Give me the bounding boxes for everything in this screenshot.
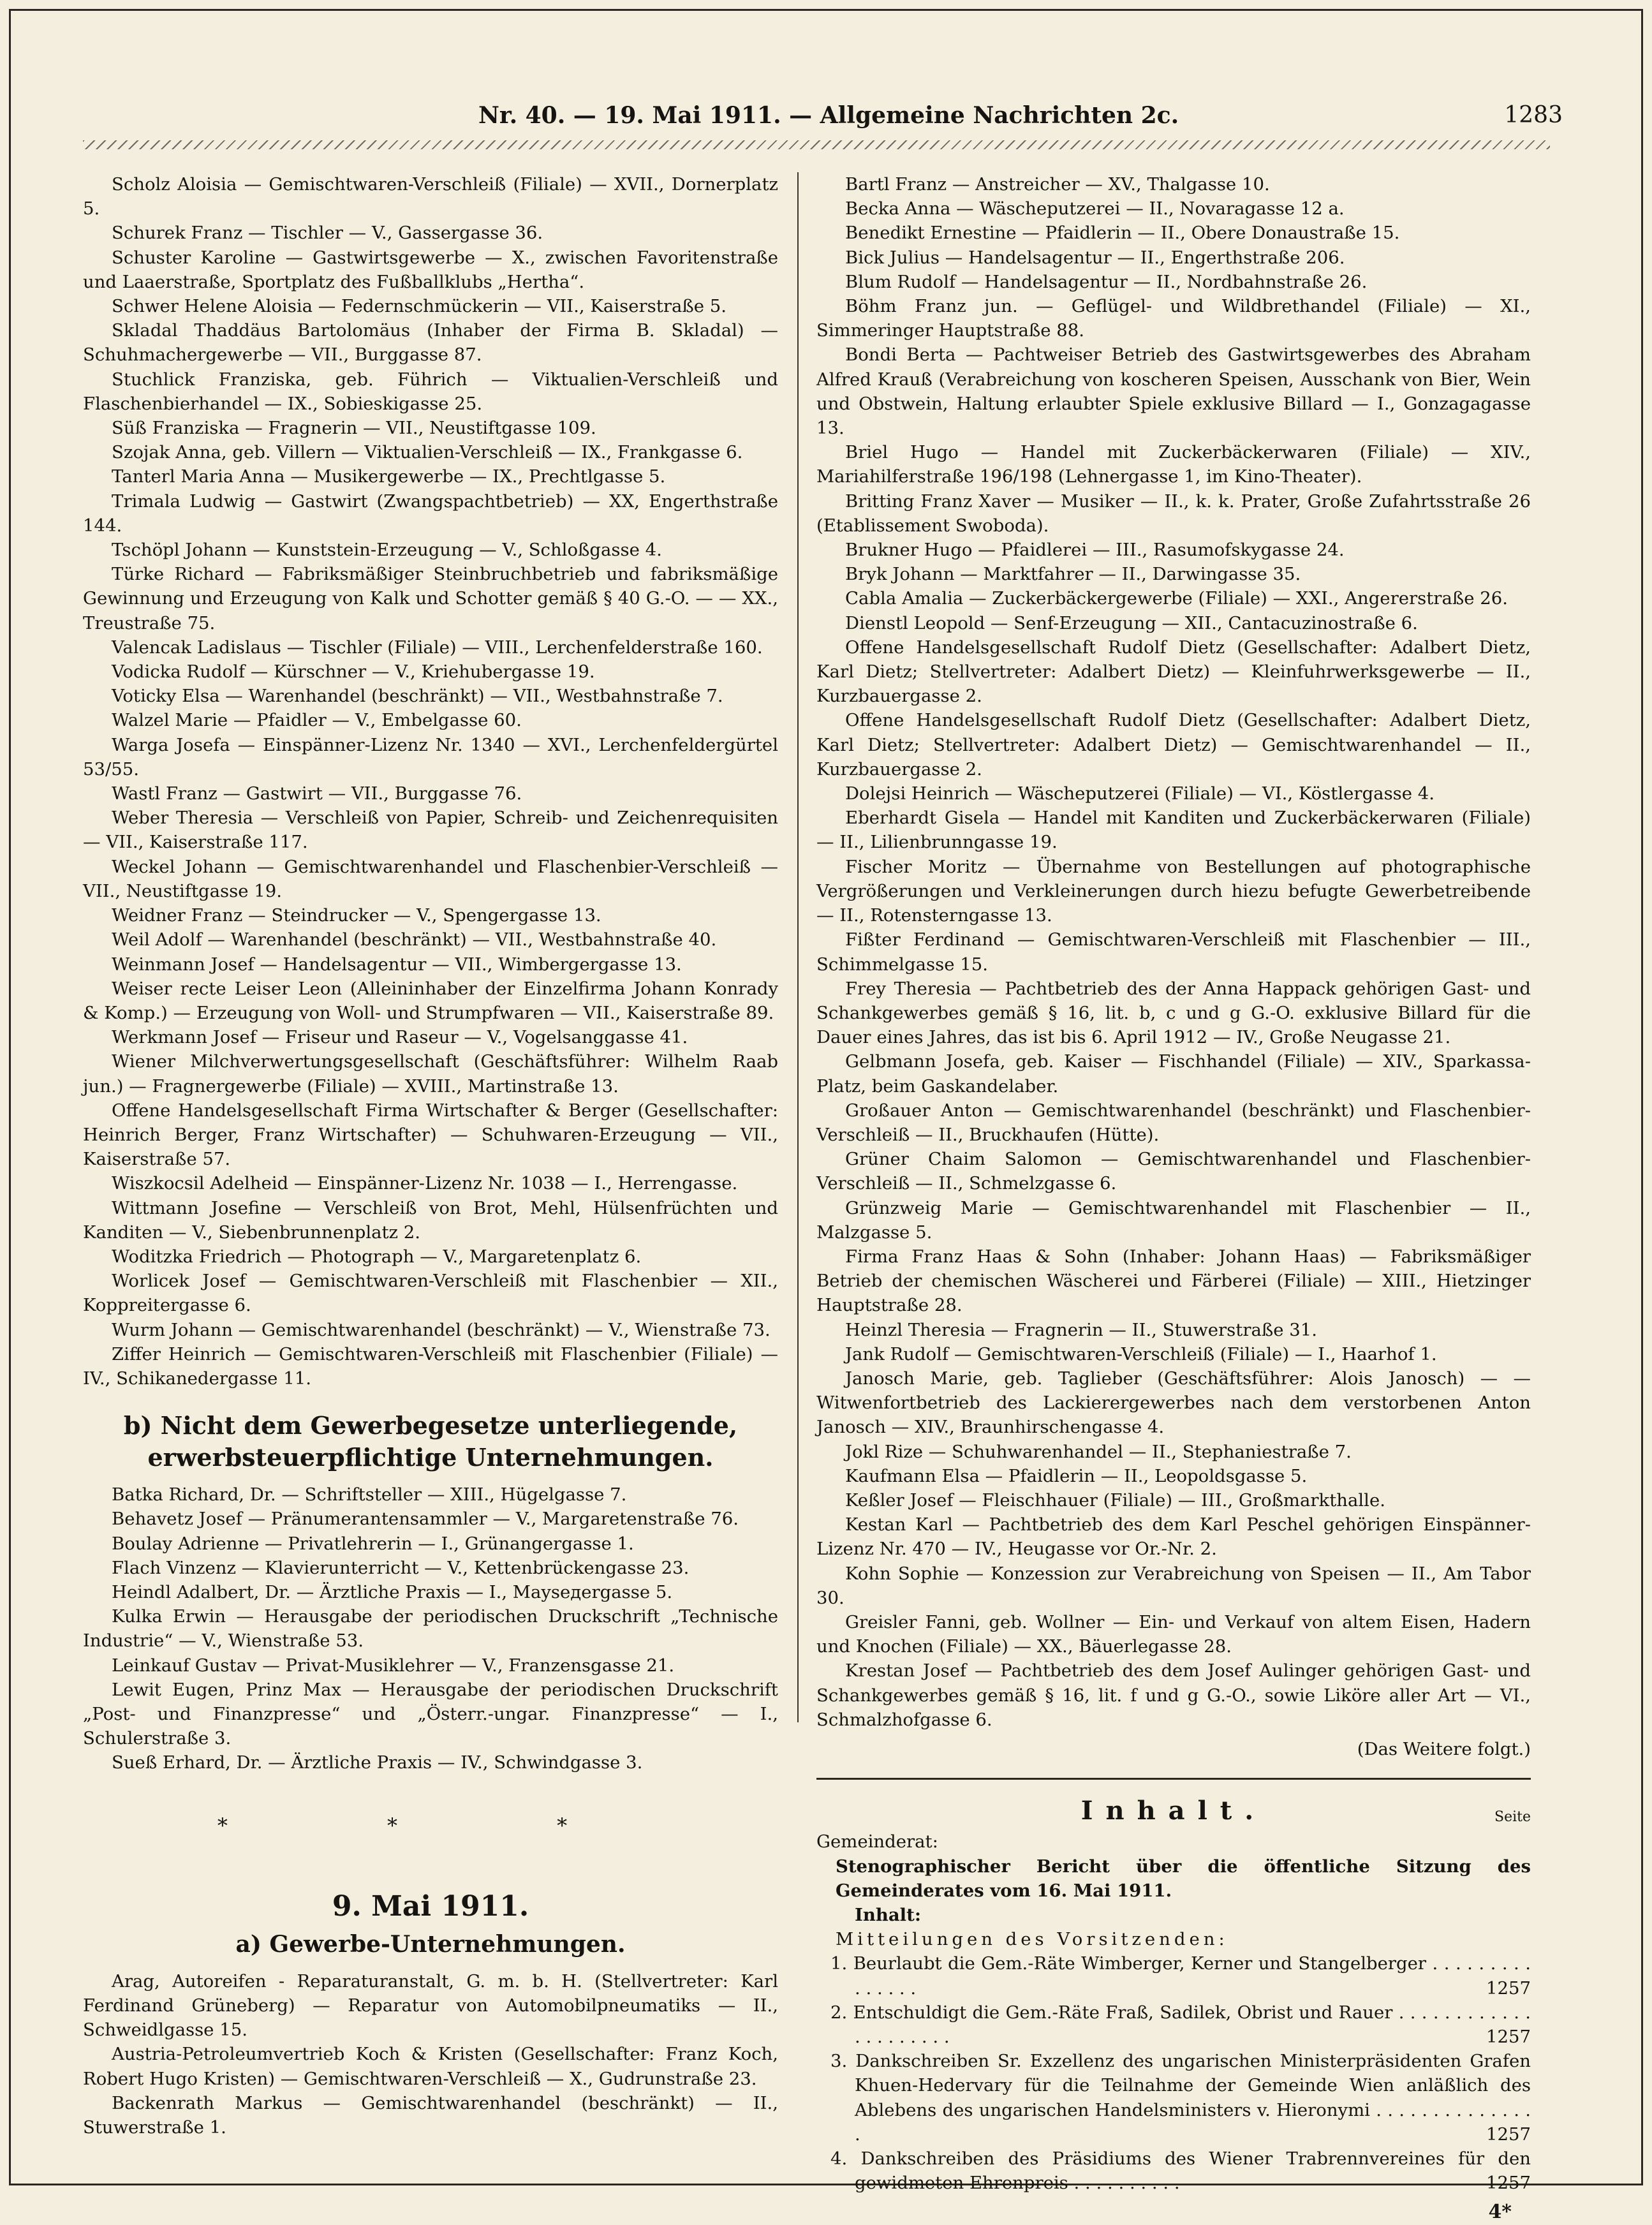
list-item-a-1: Schurek Franz — Tischler — V., Gassergasse 36. [112, 223, 543, 244]
list-item-right-11: Cabla Amalia — Zuckerbäckergewerbe (Filiale) — XXI., Angererstraße 26. [845, 588, 1508, 609]
list-item-c-0: Arag, Autoreifen - Reparaturanstalt, G. m. b. H. (Stellvertreter: Karl Ferdinand Grüneberg) — Reparatur von Automobilpneumatiks — II., Schweidlgasse 15. [83, 1970, 778, 2041]
toc-item-text: 4. Dankschreiben des Präsidiums des Wiener Trabrennvereines für den gewidmeten Ehrenpreis . . . . . . . . . . [830, 2148, 1531, 2194]
toc-item-1 [816, 2000, 1531, 2049]
table-of-contents [816, 1796, 1531, 2224]
toc-item-text: 2. Entschuldigt die Gem.-Räte Fraß, Sadilek, Obrist und Rauer . . . . . . . . . . . . . . . . . . . . . [830, 2002, 1531, 2048]
list-item-right-8: Britting Franz Xaver — Musiker — II., k. k. Prater, Große Zufahrtsstraße 26 (Etablissement Swoboda). [816, 491, 1531, 536]
list-item-a-3: Schwer Helene Aloisia — Federnschmückerin — VII., Kaiserstraße 5. [112, 296, 726, 317]
list-item-right-32: Kohn Sophie — Konzession zur Verabreichung von Speisen — II., Am Tabor 30. [816, 1563, 1531, 1608]
list-item-right-29: Kaufmann Elsa — Pfaidlerin — II., Leopoldsgasse 5. [845, 1465, 1308, 1486]
list-item-a-26: Offene Handelsgesellschaft Firma Wirtschafter & Berger (Gesellschafter: Heinrich Berger, Franz Wirtschafter) — Schuhwaren-Erzeugung — VII., Kaiserstraße 57. [83, 1100, 778, 1170]
list-item-right-34: Krestan Josef — Pachtbetrieb des dem Josef Aulinger gehörigen Gast- und Schankgewerbes gemäß § 16, lit. f und g G.-O., sowie Liköre aller Art — VI., Schmalzhofgasse 6. [816, 1660, 1531, 1730]
list-item-right-17: Fischer Moritz — Übernahme von Bestellungen auf photographische Vergrößerungen und Verkleinerungen durch hiezu befugte Gewerbetreibende — II., Rotensterngasse 13. [816, 856, 1531, 926]
toc-inhalt-label: Inhalt: [855, 1905, 921, 1926]
list-item-a-4: Skladal Thaddäus Bartolomäus (Inhaber der Firma B. Skladal) — Schuhmachergewerbe — VII., Burggasse 87. [83, 320, 778, 366]
list-item-right-23: Grünzweig Marie — Gemischtwarenhandel mit Flaschenbier — II., Malzgasse 5. [816, 1197, 1531, 1243]
list-item-a-17: Wastl Franz — Gastwirt — VII., Burggasse 76. [112, 783, 522, 804]
list-item-a-28: Wittmann Josefine — Verschleiß von Brot, Mehl, Hülsenfrüchten und Kanditen — V., Siebenbrunnenplatz 2. [83, 1197, 778, 1243]
list-item-right-9: Brukner Hugo — Pfaidlerei — III., Rasumofskygasse 24. [845, 540, 1345, 561]
list-item-right-2: Benedikt Ernestine — Pfaidlerin — II., Obere Donaustraße 15. [845, 223, 1400, 244]
toc-seite-label: Seite [1494, 1809, 1531, 1826]
list-item-a-31: Wurm Johann — Gemischtwarenhandel (beschränkt) — V., Wienstraße 73. [112, 1319, 771, 1340]
list-item-a-22: Weinmann Josef — Handelsagentur — VII., Wimbergergasse 13. [112, 954, 682, 975]
date-heading: 9. Mai 1911. [332, 1889, 529, 1923]
list-item-b-7: Lewit Eugen, Prinz Max — Herausgabe der periodischen Druckschrift „Post- und Finanzpresse“ und „Österr.-ungar. Finanzpresse“ — I., Schulerstraße 3. [83, 1679, 778, 1749]
list-item-right-6: Bondi Berta — Pachtweiser Betrieb des Gastwirtsgewerbes des Abraham Alfred Krauß (Verabreichung von koscheren Speisen, Ausschank von Bier, Wein und Obstwein, Haltung erlaubter Spiele exklusive Billard — I., Gonzagagasse 13. [816, 344, 1531, 439]
column-divider [797, 172, 799, 1722]
list-item-a-18: Weber Theresia — Verschleiß von Papier, Schreib- und Zeichenrequisiten — VII., Kaiserstraße 117. [83, 808, 778, 853]
list-item-right-18: Fißter Ferdinand — Gemischtwaren-Verschleiß mit Flaschenbier — III., Schimmelgasse 15. [816, 929, 1531, 975]
toc-item-page: 1257 [1486, 2124, 1531, 2145]
list-item-a-30: Worlicek Josef — Gemischtwaren-Verschleiß mit Flaschenbier — XII., Koppreitergasse 6. [83, 1271, 778, 1316]
list-item-a-12: Valencak Ladislaus — Tischler (Filiale) — VIII., Lerchenfelderstraße 160. [112, 637, 763, 658]
entries-list-c [83, 1969, 778, 2140]
list-item-a-5: Stuchlick Franziska, geb. Führich — Viktualien-Verschleiß und Flaschenbierhandel — IX., Sobieskigasse 25. [83, 369, 778, 414]
list-item-right-25: Heinzl Theresia — Fragnerin — II., Stuwerstraße 31. [845, 1319, 1318, 1340]
list-item-c-1: Austria-Petroleumvertrieb Koch & Kristen (Gesellschafter: Franz Koch, Robert Hugo Kristen) — Gemischtwaren-Verschleiß — X., Gudrunstraße 23. [83, 2044, 778, 2089]
entries-list-right [816, 172, 1531, 1732]
list-item-right-1: Becka Anna — Wäscheputzerei — II., Novaragasse 12 a. [845, 198, 1345, 219]
list-item-right-13: Offene Handelsgesellschaft Rudolf Dietz (Gesellschafter: Adalbert Dietz, Karl Dietz; Stellvertreter: Adalbert Dietz) — Kleinfuhrwerksgewerbe — II., Kurzbauergasse 2. [816, 637, 1531, 707]
list-item-a-8: Tanterl Maria Anna — Musikergewerbe — IX., Prechtlgasse 5. [112, 466, 666, 487]
list-item-a-14: Voticky Elsa — Warenhandel (beschränkt) — VII., Westbahnstraße 7. [112, 686, 723, 707]
header-rule [83, 140, 1550, 149]
list-item-b-2: Boulay Adrienne — Privatlehrerin — I., Grünangergasse 1. [112, 1533, 634, 1554]
list-item-right-12: Dienstl Leopold — Senf-Erzeugung — XII., Cantacuzinostraße 6. [845, 612, 1418, 633]
list-item-right-21: Großauer Anton — Gemischtwarenhandel (beschränkt) und Flaschenbier-Verschleiß — II., Bruckhaufen (Hütte). [816, 1100, 1531, 1145]
list-item-right-24: Firma Franz Haas & Sohn (Inhaber: Johann Haas) — Fabriksmäßiger Betrieb der chemischen Wäscherei und Färberei (Filiale) — XIII., Hietzinger Hauptstraße 28. [816, 1246, 1531, 1316]
list-item-right-19: Frey Theresia — Pachtbetrieb des der Anna Happack gehörigen Gast- und Schankgewerbes gemäß § 16, lit. b, c und g G.-O. exklusive Billard für die Dauer eines Jahres, das ist bis 6. April 1912 — IV., Große Neugasse 21. [816, 978, 1531, 1048]
list-item-right-27: Janosch Marie, geb. Taglieber (Geschäftsführer: Alois Janosch) — — Witwenfortbetrieb des Lackierergewerbes nach dem verstorbenen Anton Janosch — XIV., Braunhirschengasse 4. [816, 1368, 1531, 1438]
list-item-b-5: Kulka Erwin — Herausgabe der periodischen Druckschrift „Technische Industrie“ — V., Wienstraße 53. [83, 1606, 778, 1652]
toc-item-0 [816, 1951, 1531, 2000]
toc-item-page: 1257 [1486, 2173, 1531, 2194]
list-item-a-6: Süß Franziska — Fragnerin — VII., Neustiftgasse 109. [112, 418, 596, 439]
toc-title [816, 1796, 1531, 1826]
list-item-right-28: Jokl Rize — Schuhwarenhandel — II., Stephaniestraße 7. [845, 1441, 1352, 1462]
toc-heading: Stenographischer Bericht über die öffentliche Sitzung des Gemeinderates vom 16. Mai 1911. [836, 1856, 1531, 1901]
list-item-right-30: Keßler Josef — Fleischhauer (Filiale) — III., Großmarkthalle. [845, 1489, 1385, 1511]
toc-item-text: 3. Dankschreiben Sr. Exzellenz des ungarischen Ministerpräsidenten Grafen Khuen-Hedervary für die Teilnahme der Gemeinde Wien anläßlich des Ablebens des ungarischen Handelsministers v. Hieronymi . . . . . . . . . . . . . . . [830, 2051, 1531, 2145]
list-item-right-7: Briel Hugo — Handel mit Zuckerbäckerwaren (Filiale) — XIV., Mariahilferstraße 196/198 (Lehnergasse 1, im Kino-Theater). [816, 442, 1531, 487]
toc-item-2 [816, 2049, 1531, 2147]
page-header [83, 102, 1569, 140]
list-item-a-29: Woditzka Friedrich — Photograph — V., Margaretenplatz 6. [112, 1246, 642, 1267]
list-item-a-0: Scholz Aloisia — Gemischtwaren-Verschleiß (Filiale) — XVII., Dornerplatz 5. [83, 174, 778, 219]
list-item-right-20: Gelbmann Josefa, geb. Kaiser — Fischhandel (Filiale) — XIV., Sparkassa-Platz, beim Gaskandelaber. [816, 1051, 1531, 1097]
list-item-right-0: Bartl Franz — Anstreicher — XV., Thalgasse 10. [845, 174, 1270, 195]
left-column [83, 172, 778, 2140]
list-item-right-15: Dolejsi Heinrich — Wäscheputzerei (Filiale) — VI., Köstlergasse 4. [845, 783, 1435, 804]
list-item-right-33: Greisler Fanni, geb. Wollner — Ein- und Verkauf von altem Eisen, Hadern und Knochen (Filiale) — XX., Bäuerlegasse 28. [816, 1611, 1531, 1657]
list-item-a-2: Schuster Karoline — Gastwirtsgewerbe — X., zwischen Favoritenstraße und Laaerstraße, Sportplatz des Fußballklubs „Hertha“. [83, 247, 778, 292]
toc-section: Gemeinderat: [816, 1831, 938, 1852]
list-item-a-27: Wiszkocsil Adelheid — Einspänner-Lizenz Nr. 1038 — I., Herrengasse. [112, 1173, 738, 1194]
list-item-right-14: Offene Handelsgesellschaft Rudolf Dietz (Gesellschafter: Adalbert Dietz, Karl Dietz; Stellvertreter: Adalbert Dietz) — Gemischtwarenhandel — II., Kurzbauergasse 2. [816, 710, 1531, 780]
list-item-a-23: Weiser recte Leiser Leon (Alleininhaber der Einzelfirma Johann Konrady & Komp.) — Erzeugung von Woll- und Strumpfwaren — VII., Kaiserstraße 89. [83, 978, 778, 1023]
toc-items [816, 1951, 1531, 2195]
list-item-right-5: Böhm Franz jun. — Geflügel- und Wildbrethandel (Filiale) — XI., Simmeringer Hauptstraße 88. [816, 296, 1531, 341]
list-item-right-3: Bick Julius — Handelsagentur — II., Engerthstraße 206. [845, 247, 1345, 268]
list-item-right-16: Eberhardt Gisela — Handel mit Kanditen und Zuckerbäckerwaren (Filiale) — II., Lilienbrunngasse 19. [816, 808, 1531, 853]
toc-item-text: 1. Beurlaubt die Gem.-Räte Wimberger, Kerner und Stangelberger . . . . . . . . . . . . . . . [830, 1953, 1531, 1999]
entries-list-b [83, 1482, 778, 1775]
page-signature: 4* [1488, 2201, 1512, 2224]
list-item-right-26: Jank Rudolf — Gemischtwaren-Verschleiß (Filiale) — I., Haarhof 1. [845, 1343, 1437, 1364]
list-item-a-10: Tschöpl Johann — Kunststein-Erzeugung — V., Schloßgasse 4. [112, 540, 662, 561]
list-item-a-11: Türke Richard — Fabriksmäßiger Steinbruchbetrieb und fabriksmäßige Gewinnung und Erzeugung von Kalk und Schotter gemäß § 40 G.-O. — — XX., Treustraße 75. [83, 564, 778, 633]
list-item-a-24: Werkmann Josef — Friseur und Raseur — V., Vogelsanggasse 41. [112, 1027, 688, 1048]
list-item-b-1: Behavetz Josef — Pränumerantensammler — V., Margaretenstraße 76. [112, 1509, 739, 1530]
toc-item-page: 1257 [1486, 1977, 1531, 1999]
list-item-b-3: Flach Vinzenz — Klavierunterricht — V., Kettenbrückengasse 23. [112, 1557, 690, 1578]
section-stars: * * * [217, 1813, 644, 1838]
list-item-a-19: Weckel Johann — Gemischtwarenhandel und Flaschenbier-Verschleiß — VII., Neustiftgasse 19. [83, 856, 778, 901]
sub-heading: a) Gewerbe-Unternehmungen. [235, 1930, 626, 1958]
list-item-a-15: Walzel Marie — Pfaidler — V., Embelgasse 60. [112, 710, 522, 731]
section-rule [816, 1778, 1531, 1780]
page-number: 1283 [1504, 102, 1563, 128]
toc-item-3 [816, 2147, 1531, 2195]
list-item-b-0: Batka Richard, Dr. — Schriftsteller — XIII., Hügelgasse 7. [112, 1484, 627, 1505]
toc-title-text: Inhalt. [1080, 1796, 1267, 1826]
list-item-c-2: Backenrath Markus — Gemischtwarenhandel (beschränkt) — II., Stuwerstraße 1. [83, 2092, 778, 2138]
list-item-b-4: Heindl Adalbert, Dr. — Ärztliche Praxis — I., Mayseдergasse 5. [112, 1581, 673, 1602]
toc-mitteilungen: Mitteilungen des Vorsitzenden: [836, 1929, 1228, 1950]
list-item-right-22: Grüner Chaim Salomon — Gemischtwarenhandel und Flaschenbier-Verschleiß — II., Schmelzgasse 6. [816, 1149, 1531, 1194]
list-item-b-8: Sueß Erhard, Dr. — Ärztliche Praxis — IV., Schwindgasse 3. [112, 1752, 643, 1773]
list-item-a-13: Vodicka Rudolf — Kürschner — V., Kriehubergasse 19. [112, 662, 595, 683]
list-item-a-32: Ziffer Heinrich — Gemischtwaren-Verschleiß mit Flaschenbier (Filiale) — IV., Schikanedergasse 11. [83, 1343, 778, 1389]
list-item-a-16: Warga Josefa — Einspänner-Lizenz Nr. 1340 — XVI., Lerchenfeldergürtel 53/55. [83, 734, 778, 780]
list-item-a-7: Szojak Anna, geb. Villern — Viktualien-Verschleiß — IX., Frankgasse 6. [112, 442, 743, 463]
list-item-a-21: Weil Adolf — Warenhandel (beschränkt) — VII., Westbahnstraße 40. [112, 929, 717, 950]
right-column [816, 172, 1531, 2225]
section-b-title: b) Nicht dem Gewerbegesetze unterliegende, erwerbsteuerpflichtige Unternehmungen. [123, 1411, 738, 1472]
list-item-right-10: Bryk Johann — Marktfahrer — II., Darwingasse 35. [845, 564, 1301, 585]
list-item-right-31: Kestan Karl — Pachtbetrieb des dem Karl Peschel gehörigen Einspänner-Lizenz Nr. 470 — IV., Heugasse vor Or.-Nr. 2. [816, 1514, 1531, 1560]
entries-list-a [83, 172, 778, 1391]
header-title: Nr. 40. — 19. Mai 1911. — Allgemeine Nachrichten 2c. [478, 102, 1179, 129]
list-item-a-25: Wiener Milchverwertungsgesellschaft (Geschäftsführer: Wilhelm Raab jun.) — Fragnergewerbe (Filiale) — XVIII., Martinstraße 13. [83, 1051, 778, 1097]
continuation-note: (Das Weitere folgt.) [1357, 1739, 1531, 1759]
list-item-right-4: Blum Rudolf — Handelsagentur — II., Nordbahnstraße 26. [845, 271, 1368, 292]
list-item-b-6: Leinkauf Gustav — Privat-Musiklehrer — V., Franzensgasse 21. [112, 1655, 675, 1676]
list-item-a-20: Weidner Franz — Steindrucker — V., Spengergasse 13. [112, 905, 601, 926]
toc-item-page: 1257 [1486, 2027, 1531, 2048]
list-item-a-9: Trimala Ludwig — Gastwirt (Zwangspachtbetrieb) — XX, Engerthstraße 144. [83, 491, 778, 536]
